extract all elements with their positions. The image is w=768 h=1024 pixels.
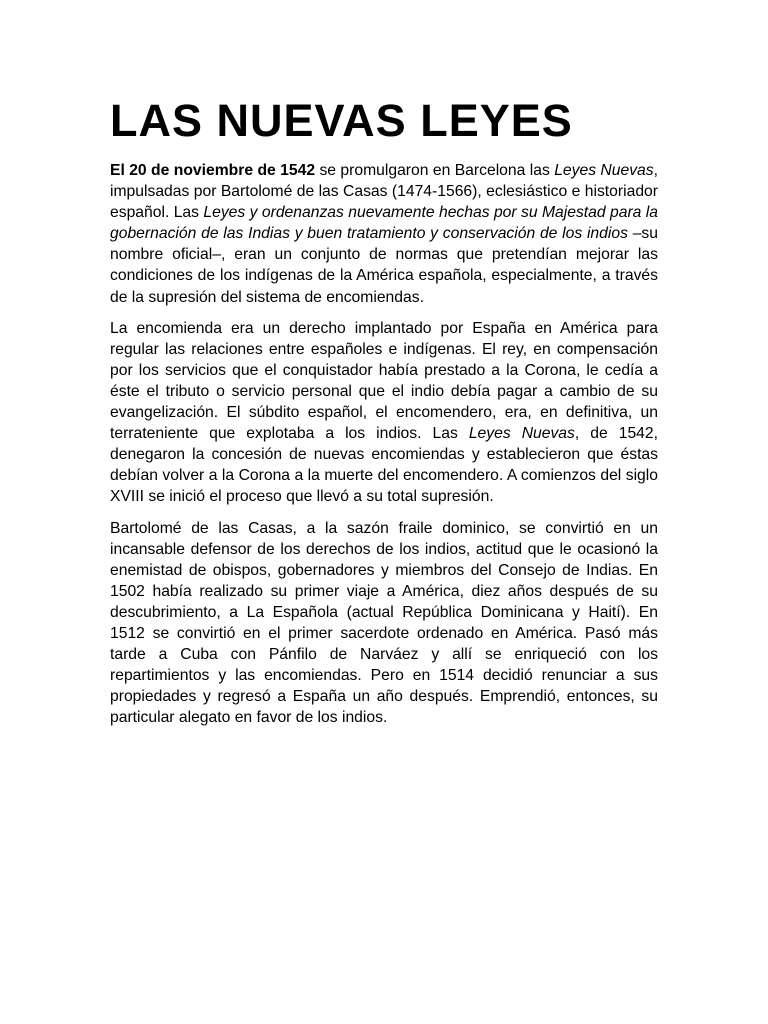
- text-span: –su nombre oficial–, eran un conjunto de normas que pretendían mejorar las condiciones de los indígenas de la América española, especialmente, a través de la supresión del sistema de encomiendas.: [110, 225, 658, 306]
- italic-text: Leyes Nuevas: [468, 425, 575, 443]
- italic-text: Leyes y ordenanzas nuevamente hechas por su Majestad para la gobernación de las Indias y buen tratamiento y conservación de los indios: [110, 204, 658, 243]
- paragraph-1: [110, 160, 658, 308]
- text-span: La encomienda era un derecho implantado por España en América para regular las relaciones entre españoles e indígenas. El rey, en compensación por los servicios que el conquistador había prestado a la Corona, le cedía a éste el tributo o servicio personal que el indio debía pagar a cambio de su evangelización. El súbdito español, el encomendero, era, en definitiva, un terrateniente que explotaba a los indios. Las: [110, 319, 658, 443]
- paragraph-3: Bartolomé de las Casas, a la sazón fraile dominico, se convirtió en un incansable defensor de los derechos de los indios, actitud que le ocasionó la enemistad de obispos, gobernadores y miembros del Consejo de Indias. En 1502 había realizado su primer viaje a América, diez años después de su descubrimiento, a La Española (actual República Dominicana y Haití). En 1512 se convirtió en el primer sacerdote ordenado en América. Pasó más tarde a Cuba con Pánfilo de Narváez y allí se enriqueció con los repartimientos y las encomiendas. Pero en 1514 decidió renunciar a sus propiedades y regresó a España un año después. Emprendió, entonces, su particular alegato en favor de los indios.: [110, 519, 658, 727]
- paragraph-2: [110, 318, 658, 508]
- text-span: , de 1542, denegaron la concesión de nuevas encomiendas y establecieron que éstas debían volver a la Corona a la muerte del encomendero. A comienzos del siglo XVIII se inició el proceso que llevó a su total supresión.: [110, 425, 658, 506]
- page-title: LAS NUEVAS LEYES: [110, 95, 573, 146]
- date-bold-text: El 20 de noviembre de 1542: [110, 162, 316, 179]
- text-span: se promulgaron en Barcelona las: [315, 162, 555, 179]
- text-span: , impulsadas por Bartolomé de las Casas (1474-1566), eclesiástico e historiador español. Las: [110, 162, 658, 222]
- italic-text: Leyes Nuevas: [554, 162, 654, 179]
- document-page: [110, 92, 658, 738]
